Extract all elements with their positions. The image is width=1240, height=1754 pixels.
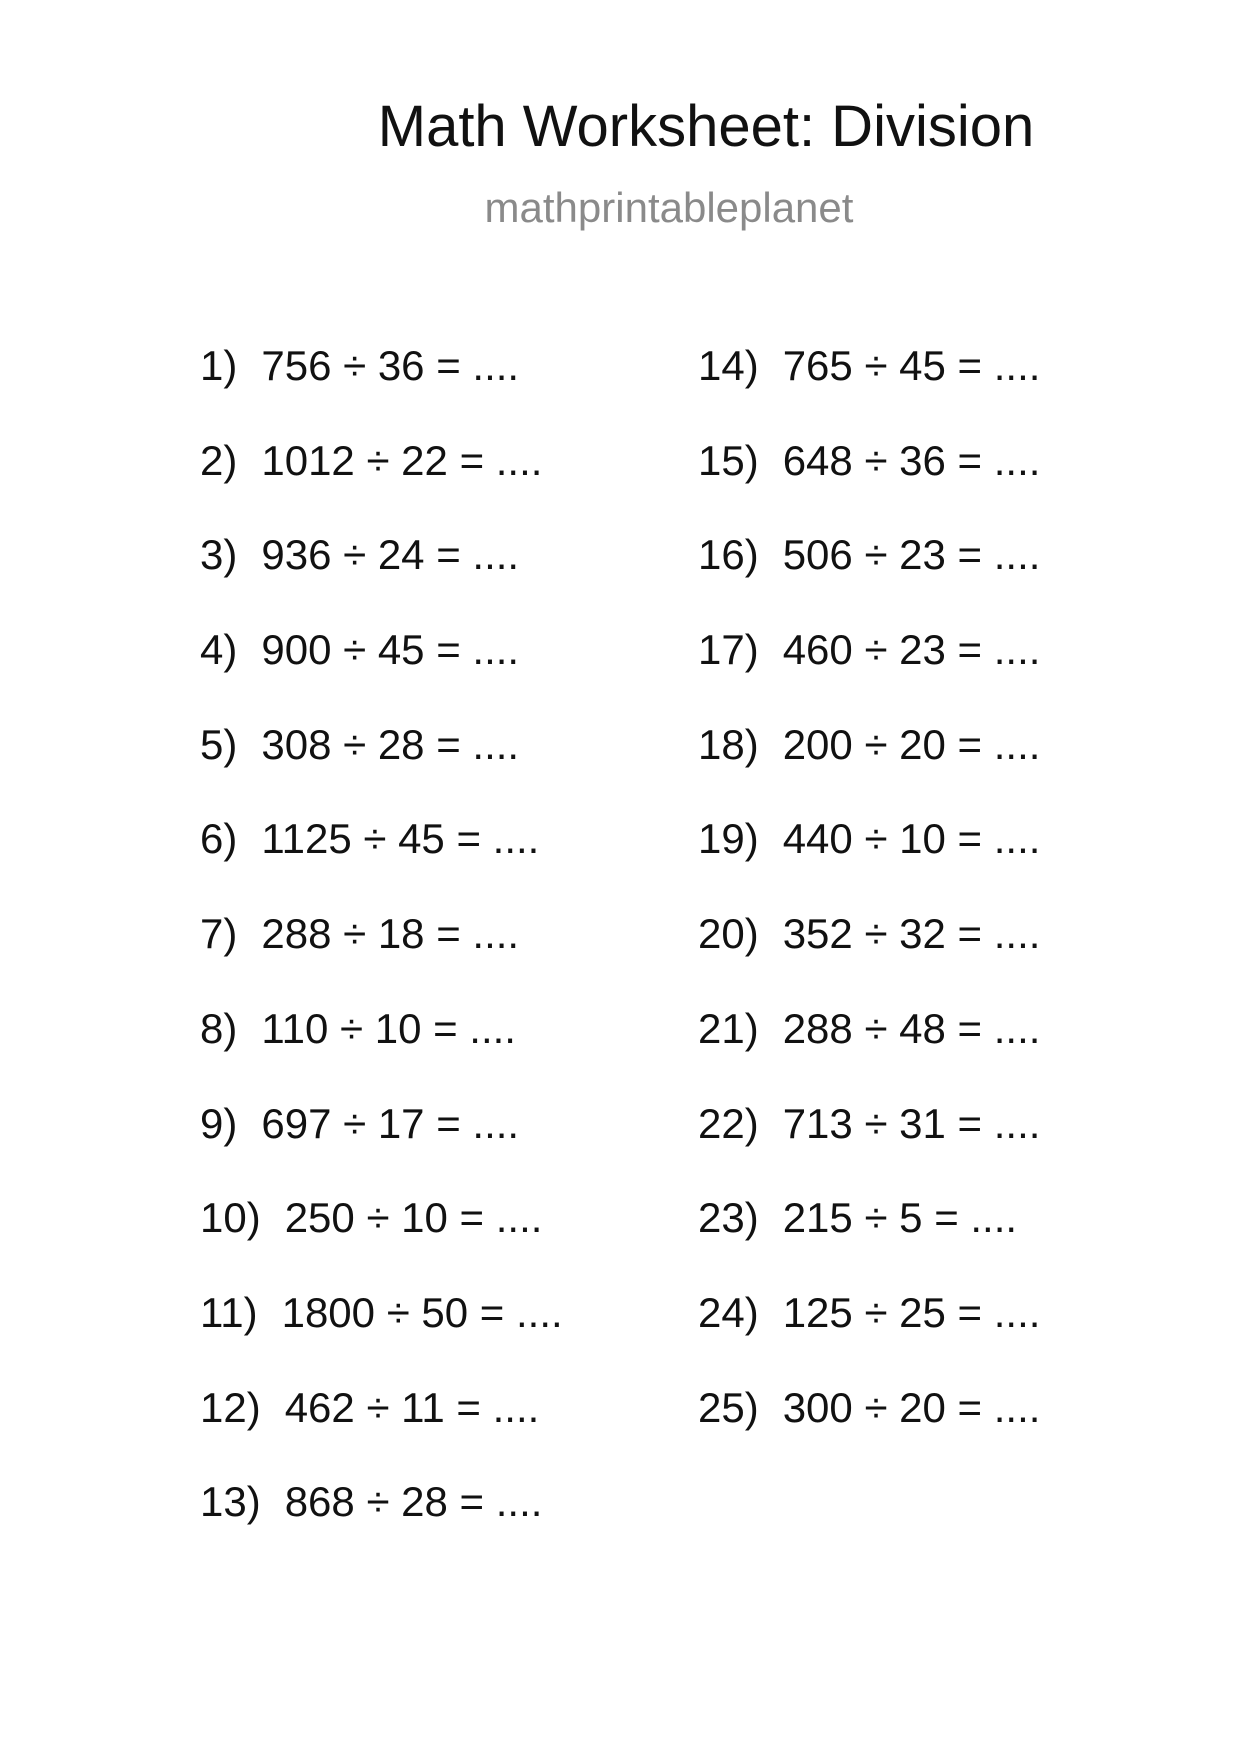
problem-number: 14) — [698, 342, 759, 389]
problem-expression: 1800 ÷ 50 = .... — [281, 1288, 563, 1336]
problem-number: 13) — [200, 1478, 261, 1526]
problem-number: 5) — [200, 720, 238, 768]
problem-number: 17) — [698, 626, 759, 674]
problem-expression: 288 ÷ 48 = .... — [782, 1004, 1041, 1052]
problem-expression: 215 ÷ 5 = .... — [782, 1194, 1018, 1242]
problem-number: 20) — [698, 910, 759, 958]
problem-expression: 900 ÷ 45 = .... — [261, 626, 520, 674]
problem-number: 7) — [200, 910, 238, 958]
worksheet-title: Math Worksheet: Division — [377, 94, 1035, 159]
problem-item — [698, 1383, 1041, 1482]
problem-expression: 462 ÷ 11 = .... — [284, 1383, 540, 1431]
problem-expression: 765 ÷ 45 = .... — [782, 342, 1041, 389]
problem-item — [200, 815, 563, 913]
problem-number: 24) — [698, 1288, 759, 1336]
problem-expression: 250 ÷ 10 = .... — [284, 1194, 543, 1242]
problem-expression: 288 ÷ 18 = .... — [261, 910, 520, 958]
problem-item — [698, 1004, 1041, 1103]
problem-item — [698, 626, 1041, 724]
problem-item — [200, 1478, 563, 1576]
problem-item — [698, 1288, 1041, 1387]
problem-item — [698, 531, 1041, 629]
problem-number: 19) — [698, 815, 759, 863]
problem-expression: 200 ÷ 20 = .... — [782, 720, 1041, 768]
problem-item — [698, 815, 1041, 913]
problem-number: 12) — [200, 1383, 261, 1431]
problem-item — [200, 1383, 563, 1482]
problem-number: 8) — [200, 1004, 238, 1052]
problem-expression: 1012 ÷ 22 = .... — [261, 436, 543, 484]
worksheet-subtitle: mathprintableplanet — [484, 184, 854, 231]
problem-number: 1) — [200, 342, 238, 389]
problem-number: 25) — [698, 1383, 759, 1431]
problem-item — [698, 342, 1041, 440]
problem-item — [698, 436, 1041, 535]
problem-expression: 936 ÷ 24 = .... — [261, 531, 520, 579]
problem-expression: 440 ÷ 10 = .... — [782, 815, 1041, 863]
problem-expression: 308 ÷ 28 = .... — [261, 720, 520, 768]
problem-number: 15) — [698, 436, 759, 484]
problem-number: 16) — [698, 531, 759, 579]
problem-item — [698, 1099, 1041, 1198]
problem-number: 3) — [200, 531, 238, 579]
problem-item — [200, 1004, 563, 1103]
problem-number: 6) — [200, 815, 238, 863]
problem-expression: 352 ÷ 32 = .... — [782, 910, 1041, 958]
problem-expression: 125 ÷ 25 = .... — [782, 1288, 1041, 1336]
problem-item — [200, 531, 563, 629]
problem-number: 2) — [200, 436, 238, 484]
problem-number: 18) — [698, 720, 759, 768]
problem-item — [200, 1194, 563, 1292]
problem-expression: 648 ÷ 36 = .... — [782, 436, 1041, 484]
problem-item — [200, 910, 563, 1008]
problem-number: 22) — [698, 1099, 759, 1147]
problem-expression: 460 ÷ 23 = .... — [782, 626, 1041, 674]
problem-list-left — [200, 342, 563, 1576]
problem-item — [200, 1288, 563, 1387]
problem-item — [200, 342, 563, 440]
problem-item — [200, 626, 563, 724]
problem-item — [698, 720, 1041, 819]
problem-number: 4) — [200, 626, 238, 674]
problem-expression: 506 ÷ 23 = .... — [782, 531, 1041, 579]
problem-expression: 756 ÷ 36 = .... — [261, 342, 520, 389]
problem-item — [698, 1194, 1040, 1292]
problem-expression: 300 ÷ 20 = .... — [782, 1383, 1041, 1431]
problem-item — [698, 910, 1041, 1008]
problem-number: 11) — [200, 1288, 258, 1336]
problem-expression: 697 ÷ 17 = .... — [261, 1099, 520, 1147]
problem-expression: 868 ÷ 28 = .... — [284, 1478, 543, 1526]
problem-number: 10) — [200, 1194, 261, 1242]
problem-item — [200, 720, 563, 819]
problem-number: 9) — [200, 1099, 238, 1147]
problem-item — [200, 1099, 563, 1198]
problem-item — [200, 436, 563, 535]
problem-number: 23) — [698, 1194, 759, 1242]
problem-list-right — [698, 342, 1041, 1481]
problem-expression: 1125 ÷ 45 = .... — [261, 815, 540, 863]
problem-expression: 713 ÷ 31 = .... — [782, 1099, 1041, 1147]
problem-number: 21) — [698, 1004, 759, 1052]
problem-expression: 110 ÷ 10 = .... — [261, 1004, 516, 1052]
